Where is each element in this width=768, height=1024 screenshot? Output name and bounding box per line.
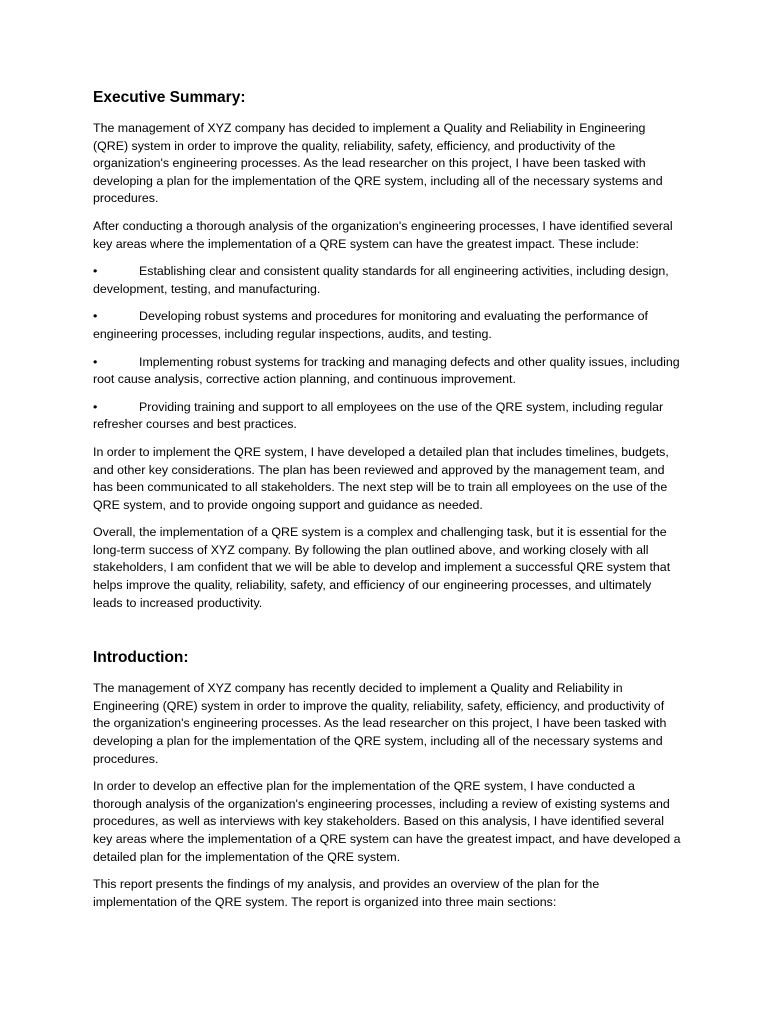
paragraph: In order to develop an effective plan for the implementation of the QRE system, I have conducted a thorough analysis of the organization's engineering processes, including a review of existing systems and procedures, as well as interviews with key stakeholders. Based on this analysis, I have identified several key areas where the implementation of a QRE system can have the greatest impact, and have developed a detailed plan for the implementation of the QRE system. <box>93 779 681 864</box>
section-heading-introduction: Introduction: <box>93 649 189 667</box>
bullet-text: Providing training and support to all employees on the use of the QRE system, including regular refresher courses and best practices. <box>93 399 664 432</box>
bullet-text: Establishing clear and consistent quality standards for all engineering activities, including design, development, testing, and manufacturing. <box>93 264 669 296</box>
section-heading-executive-summary: Executive Summary: <box>93 89 246 106</box>
bullet-item <box>93 399 683 434</box>
bullet-item <box>93 354 683 389</box>
paragraph: In order to implement the QRE system, I have developed a detailed plan that includes timelines, budgets, and other key considerations. The plan has been reviewed and approved by the management team, and has been communicated to all stakeholders. The next step will be to train all employees on the use of the QRE system, and to provide ongoing support and guidance as needed. <box>93 444 669 512</box>
bullet-marker: • <box>93 354 98 369</box>
paragraph: The management of XYZ company has recently decided to implement a Quality and Reliability in Engineering (QRE) system in order to improve the quality, reliability, safety, efficiency, and productivity of the organization's engineering processes. As the lead researcher on this project, I have been tasked with developing a plan for the implementation of the QRE system, including all of the necessary systems and procedures. <box>93 681 667 766</box>
bullet-marker: • <box>93 309 98 324</box>
paragraph: This report presents the findings of my analysis, and provides an overview of the plan for the implementation of the QRE system. The report is organized into three main sections: <box>93 877 600 909</box>
bullet-text: Developing robust systems and procedures for monitoring and evaluating the performance of engineering processes, including regular inspections, audits, and testing. <box>93 309 648 341</box>
bullet-marker: • <box>93 399 98 414</box>
bullet-marker: • <box>93 264 98 279</box>
bullet-item <box>93 263 683 298</box>
paragraph: Overall, the implementation of a QRE system is a complex and challenging task, but it is essential for the long-term success of XYZ company. By following the plan outlined above, and working closely with all stakeholders, I am confident that we will be able to develop and implement a successful QRE system that helps improve the quality, reliability, safety, and efficiency of our engineering processes, and ultimately leads to increased productivity. <box>93 525 671 610</box>
document-page <box>93 88 683 921</box>
bullet-text: Implementing robust systems for tracking and managing defects and other quality issues, including root cause analysis, corrective action planning, and continuous improvement. <box>93 354 680 387</box>
bullet-item <box>93 308 683 343</box>
paragraph: The management of XYZ company has decided to implement a Quality and Reliability in Engineering (QRE) system in order to improve the quality, reliability, safety, efficiency, and productivity of the organization's engineering processes. As the lead researcher on this project, I have been tasked with developing a plan for the implementation of the QRE system, including all of the necessary systems and procedures. <box>93 121 663 206</box>
paragraph: After conducting a thorough analysis of the organization's engineering processes, I have identified several key areas where the implementation of a QRE system can have the greatest impact. These include: <box>93 218 673 251</box>
